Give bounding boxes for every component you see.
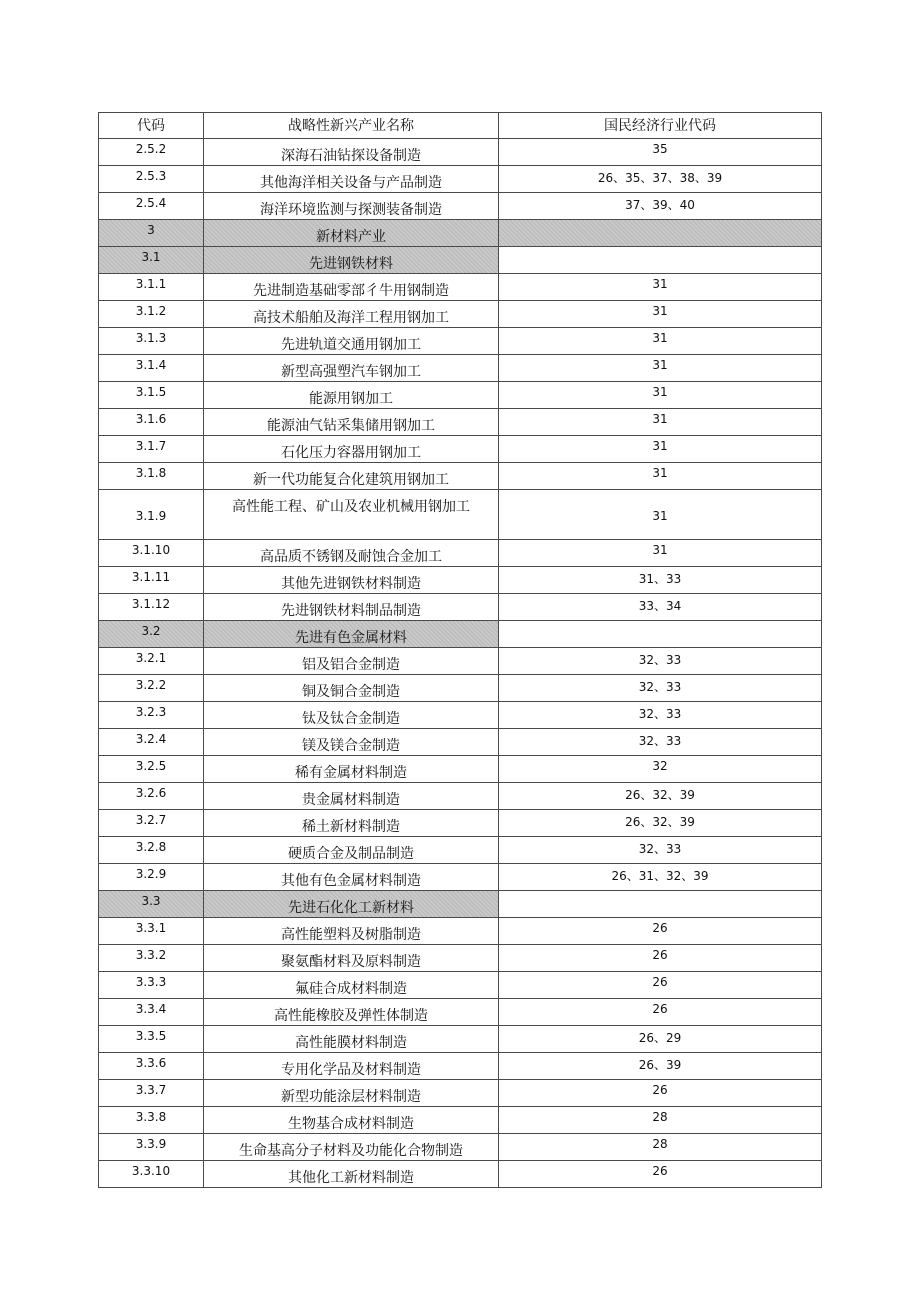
code-cell: 3.1.7 — [99, 436, 204, 463]
national-economy-code-cell: 26 — [499, 918, 822, 945]
national-economy-code-cell: 26、39 — [499, 1053, 822, 1080]
national-economy-code-cell: 28 — [499, 1134, 822, 1161]
industry-name-cell: 先进制造基础零部彳牛用钢制造 — [204, 274, 499, 301]
category-row — [99, 220, 822, 247]
national-economy-code-cell — [499, 891, 822, 918]
table-row — [99, 999, 822, 1026]
table-row — [99, 139, 822, 166]
code-cell: 3.1.5 — [99, 382, 204, 409]
subcategory-row — [99, 247, 822, 274]
table-row — [99, 1026, 822, 1053]
industry-name-cell: 其他化工新材料制造 — [204, 1161, 499, 1188]
industry-name-cell: 镁及镁合金制造 — [204, 729, 499, 756]
industry-name-cell: 先进钢铁材料 — [204, 247, 499, 274]
national-economy-code-cell: 26 — [499, 1080, 822, 1107]
national-economy-code-cell: 28 — [499, 1107, 822, 1134]
industry-name-cell: 能源油气钻采集储用钢加工 — [204, 409, 499, 436]
code-cell: 3.3.1 — [99, 918, 204, 945]
code-cell: 3.1 — [99, 247, 204, 274]
code-cell: 3.2.2 — [99, 675, 204, 702]
table-row — [99, 490, 822, 540]
code-cell: 3.3.7 — [99, 1080, 204, 1107]
code-cell: 2.5.4 — [99, 193, 204, 220]
table-row — [99, 193, 822, 220]
code-cell: 2.5.2 — [99, 139, 204, 166]
code-cell: 3.2.8 — [99, 837, 204, 864]
code-cell: 3.1.10 — [99, 540, 204, 567]
code-cell: 3.3.4 — [99, 999, 204, 1026]
industry-name-cell: 新一代功能复合化建筑用钢加工 — [204, 463, 499, 490]
national-economy-code-cell: 26、32、39 — [499, 783, 822, 810]
code-cell: 3.3.10 — [99, 1161, 204, 1188]
table-row — [99, 1161, 822, 1188]
national-economy-code-cell: 31 — [499, 355, 822, 382]
code-cell: 3.3.6 — [99, 1053, 204, 1080]
table-row — [99, 1080, 822, 1107]
code-cell: 3.1.3 — [99, 328, 204, 355]
table-row — [99, 756, 822, 783]
national-economy-code-cell: 32、33 — [499, 648, 822, 675]
industry-name-cell: 高性能工程、矿山及农业机械用钢加工 — [204, 490, 499, 540]
table-row — [99, 945, 822, 972]
national-economy-code-cell: 32 — [499, 756, 822, 783]
subcategory-row — [99, 891, 822, 918]
national-economy-code-cell: 26、32、39 — [499, 810, 822, 837]
national-economy-code-cell: 31 — [499, 301, 822, 328]
code-cell: 3.1.8 — [99, 463, 204, 490]
national-economy-code-cell — [499, 247, 822, 274]
table-row — [99, 382, 822, 409]
subcategory-row — [99, 621, 822, 648]
code-cell: 3 — [99, 220, 204, 247]
table-row — [99, 166, 822, 193]
national-economy-code-cell: 26、31、32、39 — [499, 864, 822, 891]
industry-name-cell: 铝及铝合金制造 — [204, 648, 499, 675]
table-row — [99, 837, 822, 864]
industry-name-cell: 高性能橡胶及弹性体制造 — [204, 999, 499, 1026]
header-national-economy-code: 国民经济行业代码 — [499, 113, 822, 139]
code-cell: 3.2.9 — [99, 864, 204, 891]
industry-name-cell: 高品质不锈钢及耐蚀合金加工 — [204, 540, 499, 567]
code-cell: 3.1.9 — [99, 490, 204, 540]
header-industry-name: 战略性新兴产业名称 — [204, 113, 499, 139]
industry-name-cell: 钛及钛合金制造 — [204, 702, 499, 729]
industry-name-cell: 先进钢铁材料制品制造 — [204, 594, 499, 621]
code-cell: 3.1.6 — [99, 409, 204, 436]
code-cell: 3.2.6 — [99, 783, 204, 810]
code-cell: 3.3.3 — [99, 972, 204, 999]
industry-name-cell: 石化压力容器用钢加工 — [204, 436, 499, 463]
table-row — [99, 567, 822, 594]
national-economy-code-cell: 31 — [499, 382, 822, 409]
industry-name-cell: 其他海洋相关设备与产品制造 — [204, 166, 499, 193]
national-economy-code-cell: 37、39、40 — [499, 193, 822, 220]
industry-name-cell: 硬质合金及制品制造 — [204, 837, 499, 864]
industry-code-table — [98, 112, 822, 1188]
national-economy-code-cell: 26 — [499, 1161, 822, 1188]
national-economy-code-cell: 32、33 — [499, 675, 822, 702]
table-row — [99, 409, 822, 436]
table-row — [99, 702, 822, 729]
national-economy-code-cell: 26 — [499, 945, 822, 972]
code-cell: 2.5.3 — [99, 166, 204, 193]
table-row — [99, 436, 822, 463]
national-economy-code-cell: 31 — [499, 328, 822, 355]
code-cell: 3.1.4 — [99, 355, 204, 382]
code-cell: 3.2.1 — [99, 648, 204, 675]
table-row — [99, 972, 822, 999]
industry-name-cell: 海洋环境监测与探测装备制造 — [204, 193, 499, 220]
code-cell: 3.1.2 — [99, 301, 204, 328]
national-economy-code-cell — [499, 220, 822, 247]
code-cell: 3.3.5 — [99, 1026, 204, 1053]
table-row — [99, 675, 822, 702]
industry-name-cell: 生命基高分子材料及功能化合物制造 — [204, 1134, 499, 1161]
industry-name-cell: 新材料产业 — [204, 220, 499, 247]
code-cell: 3.1.12 — [99, 594, 204, 621]
table-row — [99, 594, 822, 621]
industry-name-cell: 高性能膜材料制造 — [204, 1026, 499, 1053]
table-row — [99, 355, 822, 382]
table-row — [99, 540, 822, 567]
national-economy-code-cell: 31 — [499, 409, 822, 436]
national-economy-code-cell: 26 — [499, 999, 822, 1026]
header-code: 代码 — [99, 113, 204, 139]
code-cell: 3.2 — [99, 621, 204, 648]
industry-name-cell: 稀土新材料制造 — [204, 810, 499, 837]
national-economy-code-cell: 31 — [499, 490, 822, 540]
table-row — [99, 301, 822, 328]
national-economy-code-cell: 31 — [499, 274, 822, 301]
industry-name-cell: 生物基合成材料制造 — [204, 1107, 499, 1134]
table-body — [99, 113, 822, 1188]
table-row — [99, 1134, 822, 1161]
national-economy-code-cell: 26 — [499, 972, 822, 999]
national-economy-code-cell: 33、34 — [499, 594, 822, 621]
table-row — [99, 1053, 822, 1080]
industry-name-cell: 专用化学品及材料制造 — [204, 1053, 499, 1080]
code-cell: 3.2.7 — [99, 810, 204, 837]
national-economy-code-cell: 31 — [499, 463, 822, 490]
industry-name-cell: 聚氨酯材料及原料制造 — [204, 945, 499, 972]
table-row — [99, 274, 822, 301]
table-row — [99, 1107, 822, 1134]
national-economy-code-cell: 32、33 — [499, 837, 822, 864]
national-economy-code-cell — [499, 621, 822, 648]
industry-name-cell: 先进轨道交通用钢加工 — [204, 328, 499, 355]
industry-name-cell: 新型高强塑汽车钢加工 — [204, 355, 499, 382]
national-economy-code-cell: 31、33 — [499, 567, 822, 594]
table-row — [99, 328, 822, 355]
industry-name-cell: 其他有色金属材料制造 — [204, 864, 499, 891]
code-cell: 3.3.8 — [99, 1107, 204, 1134]
industry-name-cell: 铜及铜合金制造 — [204, 675, 499, 702]
code-cell: 3.2.5 — [99, 756, 204, 783]
national-economy-code-cell: 31 — [499, 436, 822, 463]
industry-name-cell: 稀有金属材料制造 — [204, 756, 499, 783]
industry-name-cell: 新型功能涂层材料制造 — [204, 1080, 499, 1107]
table-row — [99, 810, 822, 837]
table-row — [99, 648, 822, 675]
table-row — [99, 918, 822, 945]
industry-name-cell: 能源用钢加工 — [204, 382, 499, 409]
code-cell: 3.3.9 — [99, 1134, 204, 1161]
national-economy-code-cell: 32、33 — [499, 729, 822, 756]
code-cell: 3.3.2 — [99, 945, 204, 972]
code-cell: 3.2.3 — [99, 702, 204, 729]
national-economy-code-cell: 32、33 — [499, 702, 822, 729]
industry-name-cell: 先进有色金属材料 — [204, 621, 499, 648]
table-row — [99, 864, 822, 891]
code-cell: 3.3 — [99, 891, 204, 918]
industry-name-cell: 高性能塑料及树脂制造 — [204, 918, 499, 945]
industry-name-cell: 高技术船舶及海洋工程用钢加工 — [204, 301, 499, 328]
code-cell: 3.2.4 — [99, 729, 204, 756]
industry-name-cell: 深海石油钻探设备制造 — [204, 139, 499, 166]
national-economy-code-cell: 26、29 — [499, 1026, 822, 1053]
table-row — [99, 463, 822, 490]
code-cell: 3.1.1 — [99, 274, 204, 301]
national-economy-code-cell: 31 — [499, 540, 822, 567]
industry-name-cell: 其他先进钢铁材料制造 — [204, 567, 499, 594]
table-row — [99, 729, 822, 756]
industry-name-cell: 贵金属材料制造 — [204, 783, 499, 810]
national-economy-code-cell: 35 — [499, 139, 822, 166]
table-header-row — [99, 113, 822, 139]
national-economy-code-cell: 26、35、37、38、39 — [499, 166, 822, 193]
industry-name-cell: 氟硅合成材料制造 — [204, 972, 499, 999]
table-row — [99, 783, 822, 810]
industry-name-cell: 先进石化化工新材料 — [204, 891, 499, 918]
code-cell: 3.1.11 — [99, 567, 204, 594]
